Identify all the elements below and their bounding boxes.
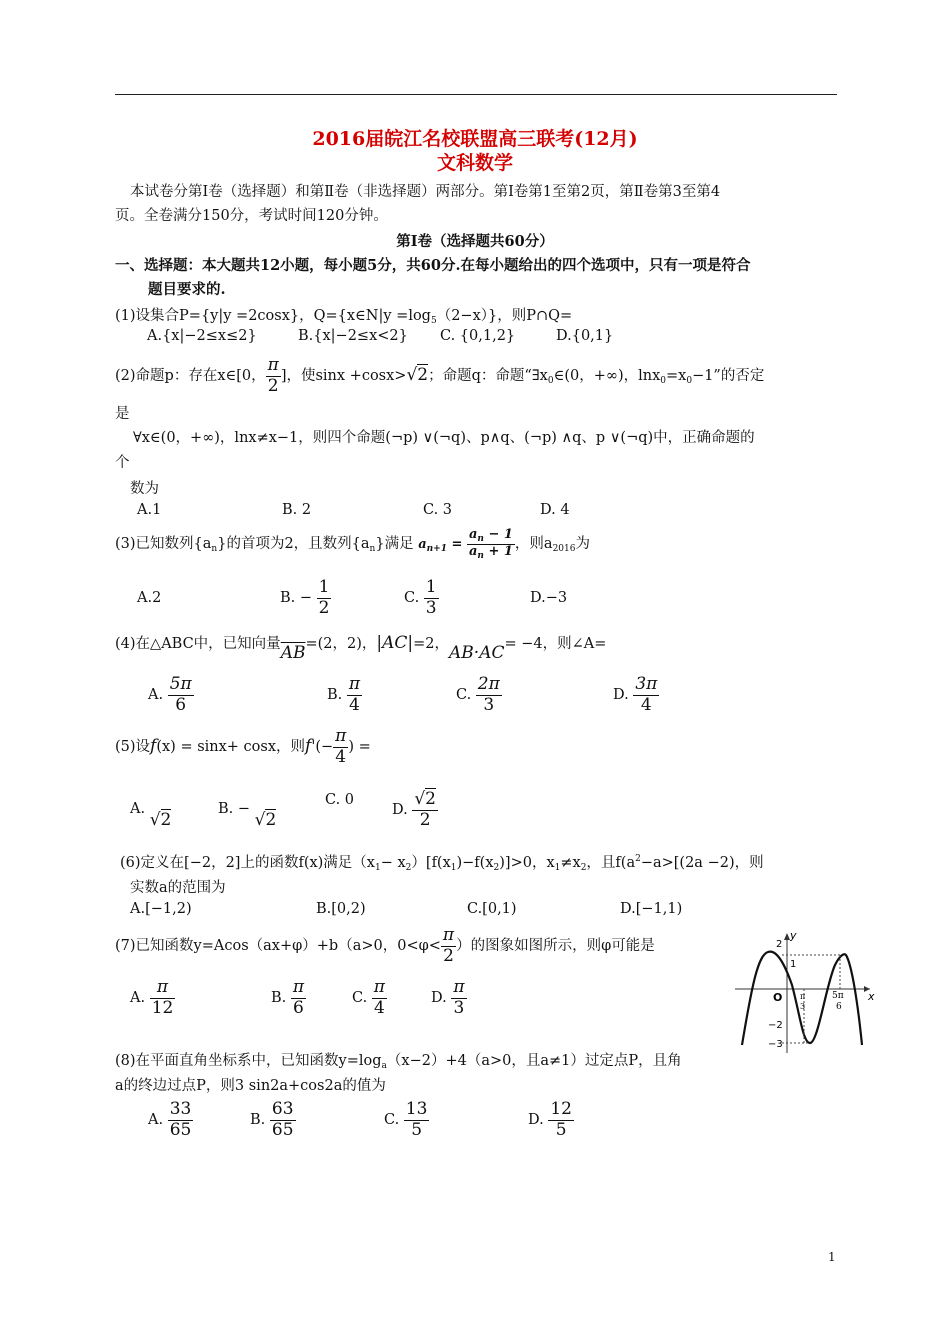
- q3-option-b: B. − $\frac{1}{2}$: [280, 577, 330, 618]
- recurrence-formula: $a_{n+1}$ = $\frac{a_n - 1}{a_n + 1}$: [418, 526, 513, 561]
- q5-option-c: C. 0: [325, 792, 355, 808]
- q3-option-a: A.2: [137, 590, 162, 606]
- origin-label: O: [773, 991, 783, 1004]
- y-tick-minus-2: −2: [768, 1020, 783, 1031]
- intro-line-1: 本试卷分第Ⅰ卷（选择题）和第Ⅱ卷（非选择题）两部分。第Ⅰ卷第1至第2页，第Ⅱ卷第3至第4: [130, 184, 721, 200]
- q8-line-2: a的终边过点P，则3 sin2a+cos2a的值为: [115, 1078, 386, 1094]
- q3-option-d: D.−3: [530, 590, 568, 606]
- section-instructions: 一、选择题：本大题共12小题，每小题5分，共60分.在每小题给出的四个选项中，只有一项是符合: [115, 257, 751, 274]
- q5-option-a: A. √2: [130, 801, 172, 830]
- q4-option-c: C. $\frac{2\pi}{3}$: [456, 673, 500, 715]
- y-axis-label: y: [790, 929, 797, 942]
- y-tick-2: 2: [776, 939, 783, 950]
- question-4-stem: (4)在△ABC中，已知向量$\overline{AB}=(2$，2)，|AC|=2，AB·AC= −4，则∠A=: [115, 633, 607, 663]
- x-tick-5pi6-num: 5π: [832, 991, 844, 1001]
- q1-option-a: A.{x|−2≤x≤2}: [147, 328, 257, 344]
- cosine-graph: [730, 925, 880, 1055]
- q3-option-c: C. $\frac{1}{3}$: [404, 577, 437, 618]
- q6-option-d: D.[−1,1): [620, 901, 683, 917]
- q2-option-b: B. 2: [282, 502, 312, 518]
- part-title: 第Ⅰ卷（选择题共60分）: [396, 233, 554, 250]
- x-tick-pi3-den: 3: [800, 1002, 806, 1011]
- q4-option-d: D. $\frac{3\pi}{4}$: [613, 673, 658, 715]
- x-axis-label: x: [868, 990, 875, 1003]
- q7-option-d: D. $\frac{\pi}{3}$: [431, 976, 465, 1018]
- q2-option-c: C. 3: [423, 502, 453, 518]
- q2-line-4: 个: [115, 455, 130, 471]
- question-6-stem: (6)定义在[−2，2]上的函数f(x)满足$(x_1- x_2)[f(x_1)-f(x_2)]>0$，$x_1\ne x_2$，且$f(a^2-a>[(2a -2)$，则: [120, 854, 764, 873]
- q7-option-b: B. $\frac{\pi}{6}$: [271, 976, 305, 1018]
- q8-option-a: A. $\frac{33}{65}$: [148, 1098, 192, 1140]
- intro-line-2: 页。全卷满分150分，考试时间120分钟。: [115, 208, 388, 224]
- question-1-stem: (1)设集合P={y|y =2cosx}，Q={x∈N|y $=\log_5(2-x)$}，则P∩Q=: [115, 308, 573, 326]
- question-3-stem: (3)已知数列$\{a_n\}$的首项为2，且数列$\{a_n\}$满足 $a_{n+1}$ = $\frac{a_n - 1}{a_n + 1}$ ，则$a_{2016}$为: [115, 526, 590, 561]
- q5-option-b: B. − √2: [218, 801, 277, 830]
- q4-option-a: A. $\frac{5\pi}{6}$: [148, 673, 192, 715]
- x-tick-pi3-num: π: [800, 992, 806, 1001]
- q7-option-a: A. $\frac{\pi}{12}$: [130, 976, 174, 1018]
- q8-option-c: C. $\frac{13}{5}$: [384, 1098, 428, 1140]
- question-2-stem: (2)命题p：存在x∈[0， $\frac{\pi}{2}$ ]，使sinx +cosx>√2；命题q：命题“$\exists x_0\in(0$，+∞)，$\ln x_0=x_0-1$”的否定: [115, 354, 765, 396]
- q6-option-b: B.[0,2): [316, 901, 366, 917]
- top-rule: [115, 94, 837, 95]
- q2-line-2: 是: [115, 406, 130, 422]
- exam-title: 2016届皖江名校联盟高三联考(12月): [312, 128, 638, 150]
- y-tick-1: 1: [790, 959, 797, 970]
- q1-option-b: B.{x|−2≤x<2}: [298, 328, 408, 344]
- q6-option-a: A.[−1,2): [130, 901, 192, 917]
- q5-option-d: D. $\frac{√2}{2}$: [392, 788, 436, 830]
- section-instructions-2: 题目要求的.: [148, 281, 226, 298]
- question-5-stem: (5)设f(x) = sinx+ cosx，则f'(− $\frac{\pi}{4}$ ) =: [115, 725, 371, 767]
- x-tick-5pi6-den: 6: [836, 1002, 842, 1012]
- q1-option-c: C. {0,1,2}: [440, 328, 516, 344]
- q4-option-b: B. $\frac{\pi}{4}$: [327, 673, 361, 715]
- q2-line-5: 数为: [130, 481, 159, 497]
- page-number: 1: [828, 1250, 836, 1264]
- question-8-stem: (8)在平面直角坐标系中，已知函数$y=\log_a(x-2)+4(a>0$，且a≠1）过定点P，且角: [115, 1053, 682, 1071]
- q8-option-d: D. $\frac{12}{5}$: [528, 1098, 572, 1140]
- q2-option-a: A.1: [137, 502, 162, 518]
- question-7-stem: (7)已知函数y=Acos（ax+φ）+b（a>0，0<φ< $\frac{\pi}{2}$ ）的图象如图所示，则φ可能是: [115, 925, 655, 966]
- q2-option-d: D. 4: [540, 502, 570, 518]
- q6-line-2: 实数a的范围为: [130, 880, 226, 896]
- y-tick-minus-3: −3: [768, 1039, 783, 1050]
- q8-option-b: B. $\frac{63}{65}$: [250, 1098, 294, 1140]
- q7-option-c: C. $\frac{\pi}{4}$: [352, 976, 385, 1018]
- q2-line-3: ∀x∈(0，+∞)，lnx≠x−1，则四个命题(¬p) ∨(¬q)、p∧q、(¬p) ∧q、p ∨(¬q)中，正确命题的: [133, 430, 755, 446]
- exam-subject: 文科数学: [436, 152, 513, 174]
- q1-option-d: D.{0,1}: [556, 328, 614, 344]
- q6-option-c: C.[0,1): [467, 901, 517, 917]
